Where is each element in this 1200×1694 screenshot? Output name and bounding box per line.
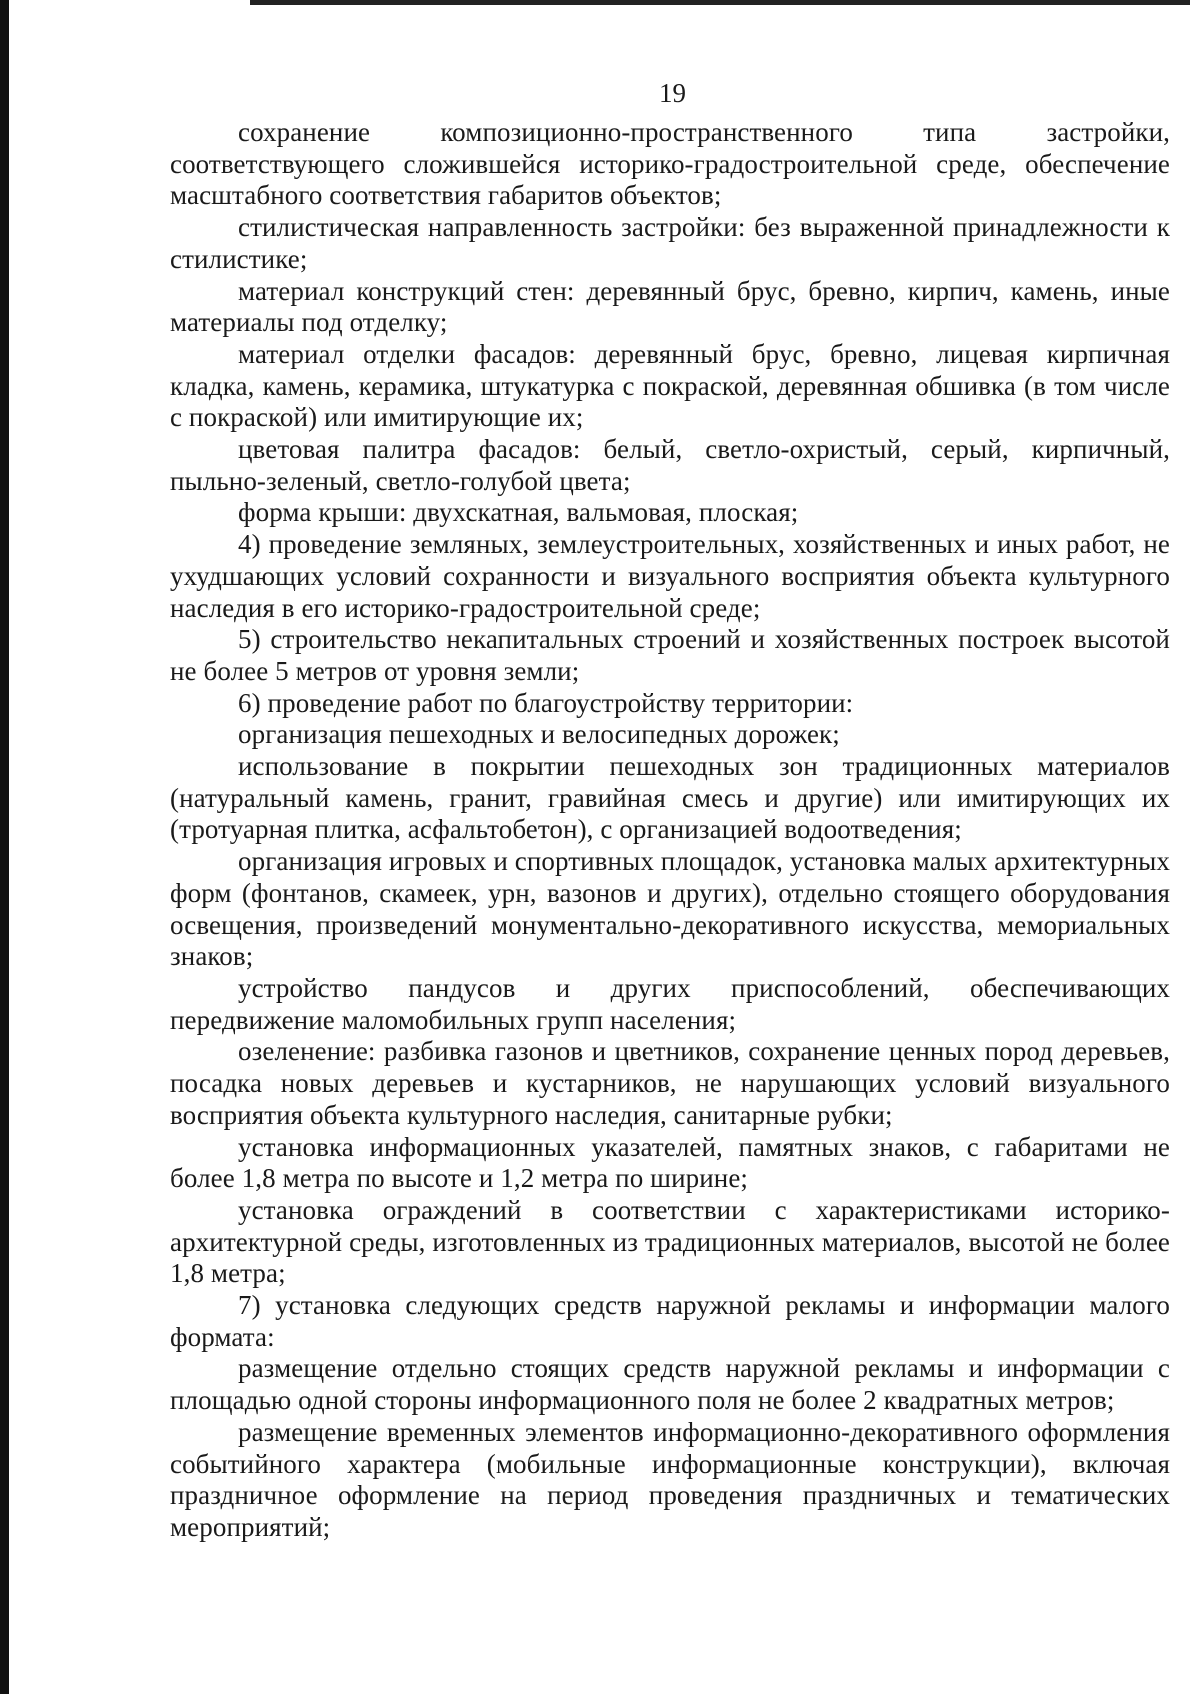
scan-left-edge [0,0,9,1694]
paragraph: 5) строительство некапитальных строений и хозяйственных построек высотой не более 5 метров от уровня земли; [170,624,1170,686]
paragraph: организация игровых и спортивных площадок, установка малых архитектурных форм (фонтанов, скамеек, урн, вазонов и других), отдельно стоящего оборудования освещения, произведений монументально-декоративного искусства, мемориальных знаков; [170,846,1170,972]
paragraph: 6) проведение работ по благоустройству территории: [238,687,854,718]
page-number: 19 [659,78,686,108]
paragraph: устройство пандусов и других приспособлений, обеспечивающих передвижение маломобильных групп населения; [170,972,1170,1035]
scan-top-edge [250,0,1190,5]
paragraph: сохранение композиционно-пространственного типа застройки, соответствующего сложившейся историко-градостроительной среде, обеспечение масштабного соответствия габаритов объектов; [170,117,1170,211]
paragraph: материал конструкций стен: деревянный брус, бревно, кирпич, камень, иные материалы под отделку; [170,275,1170,338]
document-body [170,117,1170,1544]
paragraph: использование в покрытии пешеходных зон традиционных материалов (натуральный камень, гранит, гравийная смесь и другие) или имитирующих их (тротуарная плитка, асфальтобетон), с организацией водоотведения; [170,751,1170,845]
paragraph: организация пешеходных и велосипедных дорожек; [238,719,840,750]
paragraph: стилистическая направленность застройки: без выраженной принадлежности к стилистике; [170,212,1170,274]
paragraph: 4) проведение земляных, землеустроительных, хозяйственных и иных работ, не ухудшающих условий сохранности и визуального восприятия объекта культурного наследия в его историко-градостроительной среде; [170,529,1170,623]
paragraph: размещение временных элементов информационно-декоративного оформления событийного характера (мобильные информационные конструкции), включая праздничное оформление на период проведения праздничных и тематических мероприятий; [170,1416,1170,1542]
paragraph: 7) установка следующих средств наружной рекламы и информации малого формата: [170,1290,1170,1352]
paragraph: материал отделки фасадов: деревянный брус, бревно, лицевая кирпичная кладка, камень, керамика, штукатурка с покраской, деревянная обшивка (в том числе с покраской) или имитирующие их; [170,338,1170,433]
paragraph: установка информационных указателей, памятных знаков, с габаритами не более 1,8 метра по высоте и 1,2 метра по ширине; [170,1131,1170,1194]
paragraph: установка ограждений в соответствии с характеристиками историко-архитектурной среды, изготовленных из традиционных материалов, высотой не более 1,8 метра; [170,1194,1170,1289]
paragraph: озеленение: разбивка газонов и цветников, сохранение ценных пород деревьев, посадка новых деревьев и кустарников, не нарушающих условий визуального восприятия объекта культурного наследия, санитарные рубки; [170,1036,1170,1130]
paragraph: форма крыши: двухскатная, вальмовая, плоская; [238,497,799,528]
paragraph: размещение отдельно стоящих средств наружной рекламы и информации с площадью одной стороны информационного поля не более 2 квадратных метров; [170,1353,1170,1416]
paragraph: цветовая палитра фасадов: белый, светло-охристый, серый, кирпичный, пыльно-зеленый, светло-голубой цвета; [170,434,1170,496]
